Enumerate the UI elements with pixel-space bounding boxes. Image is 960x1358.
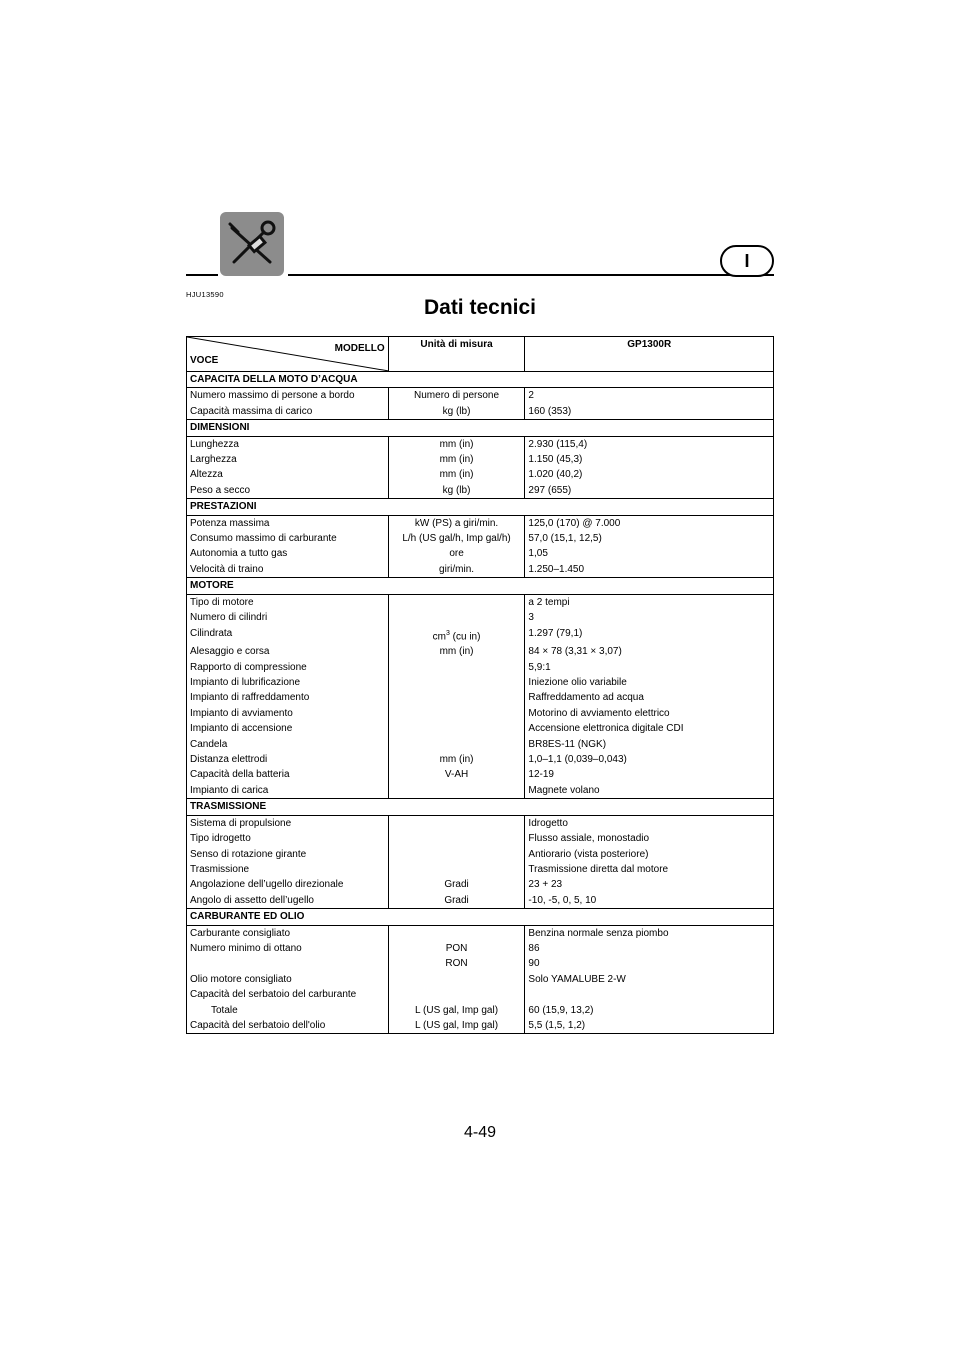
spec-name-cell: Potenza massima — [187, 515, 389, 531]
table-row — [187, 987, 774, 1002]
spec-value-cell: Raffreddamento ad acqua — [528, 692, 644, 704]
spec-value-cell: Benzina normale senza piombo — [528, 927, 669, 939]
spec-unit-cell: kW (PS) a giri/min. — [388, 515, 525, 531]
section-header-row — [187, 909, 774, 925]
table-row — [187, 737, 774, 752]
table-row — [187, 815, 774, 831]
section-header-row — [187, 799, 774, 815]
spec-name-cell: Impianto di carica — [187, 783, 389, 799]
section-header-row — [187, 372, 774, 388]
page-number: 4-49 — [463, 1124, 497, 1141]
table-row — [187, 1003, 774, 1018]
spec-value-cell: 160 (353) — [528, 405, 572, 417]
spec-name-cell: Impianto di accensione — [187, 721, 389, 736]
spec-unit-cell: L/h (US gal/h, Imp gal/h) — [388, 531, 525, 546]
spec-name-cell: Distanza elettrodi — [187, 752, 389, 767]
spec-name-cell: Velocità di traino — [187, 562, 389, 578]
spec-unit-cell: V-AH — [388, 767, 525, 782]
spec-value-cell: 2 — [528, 390, 534, 402]
spec-value-cell: Iniezione olio variabile — [528, 677, 627, 689]
section-header-row — [187, 420, 774, 436]
table-row — [187, 752, 774, 767]
table-row — [187, 706, 774, 721]
section-title: TRASMISSIONE — [187, 799, 774, 815]
spec-name-cell: Impianto di avviamento — [187, 706, 389, 721]
spec-unit-cell: Gradi — [388, 877, 525, 892]
spec-value-cell: 5,5 (1,5, 1,2) — [528, 1019, 586, 1031]
spec-value-cell: BR8ES-11 (NGK) — [528, 738, 607, 750]
spec-unit-cell: L (US gal, Imp gal) — [388, 1003, 525, 1018]
header-diagonal-cell — [187, 337, 389, 372]
spec-value-cell — [525, 987, 774, 1002]
table-row — [187, 847, 774, 862]
header-model-name: GP1300R — [525, 337, 774, 372]
spec-value-cell: Trasmissione diretta dal motore — [528, 863, 669, 875]
language-badge: I — [720, 245, 774, 277]
spec-value-cell: -10, -5, 0, 5, 10 — [528, 894, 597, 906]
spec-value-cell: Antiorario (vista posteriore) — [528, 848, 649, 860]
spec-value-cell: 1.020 (40,2) — [528, 469, 583, 481]
table-row — [187, 452, 774, 467]
spec-value-cell: 84 × 78 (3,31 × 3,07) — [528, 646, 622, 658]
table-header-row — [187, 337, 774, 372]
spec-value-cell: Accensione elettronica digitale CDI — [528, 723, 684, 735]
spec-name-cell: Sistema di propulsione — [187, 815, 389, 831]
spec-name-cell: Capacità del serbatoio dell'olio — [187, 1018, 389, 1034]
table-row — [187, 644, 774, 659]
table-row — [187, 594, 774, 610]
spec-name-cell: Numero di cilindri — [187, 610, 389, 625]
spec-value-cell: 1.297 (79,1) — [528, 627, 583, 639]
spec-unit-cell — [388, 987, 525, 1002]
spec-name-cell: Peso a secco — [187, 483, 389, 499]
table-row — [187, 972, 774, 987]
spec-unit-cell — [388, 972, 525, 987]
spec-name-cell: Autonomia a tutto gas — [187, 546, 389, 561]
spec-name-cell: Rapporto di compressione — [187, 660, 389, 675]
spec-value-cell: Flusso assiale, monostadio — [528, 833, 650, 845]
table-row — [187, 467, 774, 482]
spec-name-cell: Numero massimo di persone a bordo — [187, 388, 389, 404]
section-header-row — [187, 578, 774, 594]
table-row — [187, 783, 774, 799]
spec-name-cell: Consumo massimo di carburante — [187, 531, 389, 546]
document-code: HJU13590 — [186, 290, 224, 299]
spec-unit-cell: kg (lb) — [388, 404, 525, 420]
page-title: Dati tecnici — [423, 296, 537, 319]
spec-name-cell: Tipo idrogetto — [187, 831, 389, 846]
section-title: MOTORE — [187, 578, 774, 594]
table-row — [187, 925, 774, 941]
table-row — [187, 862, 774, 877]
table-row — [187, 531, 774, 546]
spec-name-cell: Totale — [187, 1003, 389, 1018]
table-row — [187, 831, 774, 846]
spec-unit-cell — [388, 847, 525, 862]
spec-unit-cell — [388, 610, 525, 625]
table-row — [187, 675, 774, 690]
spec-unit-cell: kg (lb) — [388, 483, 525, 499]
spec-name-cell: Cilindrata — [187, 626, 389, 645]
spec-unit-cell: mm (in) — [388, 752, 525, 767]
spec-value-cell: 1,05 — [528, 548, 548, 560]
table-row — [187, 610, 774, 625]
table-row — [187, 483, 774, 499]
spec-name-cell: Numero minimo di ottano — [187, 941, 389, 972]
spec-table — [186, 336, 774, 1034]
table-row — [187, 893, 774, 909]
header-rule-right — [288, 274, 774, 276]
spec-name-cell: Capacità della batteria — [187, 767, 389, 782]
spec-name-cell: Capacità del serbatoio del carburante — [187, 987, 389, 1002]
header-model-label: MODELLO — [334, 343, 385, 354]
spec-unit-cell: ore — [388, 546, 525, 561]
table-row — [187, 546, 774, 561]
spec-name-cell: Capacità massima di carico — [187, 404, 389, 420]
section-title: PRESTAZIONI — [187, 499, 774, 515]
spec-value-cell: 2.930 (115,4) — [528, 438, 588, 450]
spec-unit-cell — [388, 831, 525, 846]
table-row — [187, 1018, 774, 1034]
spec-unit-cell — [388, 594, 525, 610]
section-title: CAPACITA DELLA MOTO D’ACQUA — [187, 372, 774, 388]
table-row — [187, 941, 774, 972]
spec-value-cell: Idrogetto — [528, 817, 568, 829]
spec-value-cell: a 2 tempi — [528, 596, 570, 608]
spec-unit-cell — [388, 862, 525, 877]
spec-name-cell: Tipo di motore — [187, 594, 389, 610]
spec-unit-cell: PON RON — [388, 941, 525, 972]
spec-name-cell: Impianto di lubrificazione — [187, 675, 389, 690]
spec-unit-cell: mm (in) — [388, 436, 525, 452]
table-row — [187, 404, 774, 420]
spec-name-cell: Lunghezza — [187, 436, 389, 452]
spec-name-cell: Carburante consigliato — [187, 925, 389, 941]
spec-name-cell: Olio motore consigliato — [187, 972, 389, 987]
spec-unit-cell — [388, 660, 525, 675]
table-row — [187, 515, 774, 531]
table-row — [187, 388, 774, 404]
table-row — [187, 877, 774, 892]
spec-value-cell: 297 (655) — [528, 484, 572, 496]
spec-unit-cell — [388, 815, 525, 831]
spec-name-cell: Angolo di assetto dell’ugello — [187, 893, 389, 909]
spec-value-cell: Solo YAMALUBE 2-W — [528, 973, 626, 985]
spec-value-cell: 12-19 — [528, 769, 554, 781]
spec-value-cell: 60 (15,9, 13,2) — [528, 1004, 594, 1016]
spec-unit-cell: giri/min. — [388, 562, 525, 578]
spec-value-cell: 1.150 (45,3) — [528, 454, 583, 466]
spec-unit-cell: mm (in) — [388, 644, 525, 659]
spec-unit-cell — [388, 925, 525, 941]
spec-unit-cell: Gradi — [388, 893, 525, 909]
spec-value-cell: 5,9:1 — [528, 661, 551, 673]
spec-unit-cell — [388, 721, 525, 736]
table-row — [187, 436, 774, 452]
spec-name-cell: Impianto di raffreddamento — [187, 690, 389, 705]
spec-name-cell: Alesaggio e corsa — [187, 644, 389, 659]
spec-name-cell: Larghezza — [187, 452, 389, 467]
header-rule-left — [186, 274, 218, 276]
spec-value-cell: 1,0–1,1 (0,039–0,043) — [528, 754, 627, 766]
spec-unit-cell: mm (in) — [388, 467, 525, 482]
spec-value-cell: 125,0 (170) @ 7.000 — [528, 517, 621, 529]
section-title: CARBURANTE ED OLIO — [187, 909, 774, 925]
spec-value-cell: Magnete volano — [528, 784, 600, 796]
spec-unit-cell — [388, 737, 525, 752]
spec-name-cell: Candela — [187, 737, 389, 752]
spec-name-cell: Angolazione dell’ugello direzionale — [187, 877, 389, 892]
spec-table-body — [187, 372, 774, 1034]
spec-value-cell: Motorino di avviamento elettrico — [528, 707, 670, 719]
spec-name-cell: Senso di rotazione girante — [187, 847, 389, 862]
spec-unit-cell — [388, 783, 525, 799]
table-row — [187, 660, 774, 675]
table-row — [187, 626, 774, 645]
table-row — [187, 721, 774, 736]
spec-unit-cell — [388, 690, 525, 705]
table-row — [187, 767, 774, 782]
spec-unit-cell: Numero di persone — [388, 388, 525, 404]
spec-value-cell: 3 — [528, 612, 534, 624]
spec-unit-cell — [388, 706, 525, 721]
section-title: DIMENSIONI — [187, 420, 774, 436]
header-unit-label: Unità di misura — [388, 337, 525, 372]
spec-value-cell: 23 + 23 — [528, 879, 563, 891]
spec-value-cell: 57,0 (15,1, 12,5) — [528, 533, 602, 545]
spec-name-cell: Trasmissione — [187, 862, 389, 877]
spec-value-cell: 86 90 — [528, 942, 540, 970]
table-row — [187, 690, 774, 705]
table-row — [187, 562, 774, 578]
tools-wrench-screwdriver-icon — [220, 212, 284, 276]
header-item-label: VOCE — [190, 354, 219, 366]
spec-unit-cell — [388, 675, 525, 690]
spec-unit-cell: $cm^3$ (cu in) — [388, 626, 525, 645]
spec-value-cell: 1.250–1.450 — [528, 563, 585, 575]
spec-name-cell: Altezza — [187, 467, 389, 482]
spec-unit-cell: mm (in) — [388, 452, 525, 467]
section-header-row — [187, 499, 774, 515]
spec-unit-cell: L (US gal, Imp gal) — [388, 1018, 525, 1034]
